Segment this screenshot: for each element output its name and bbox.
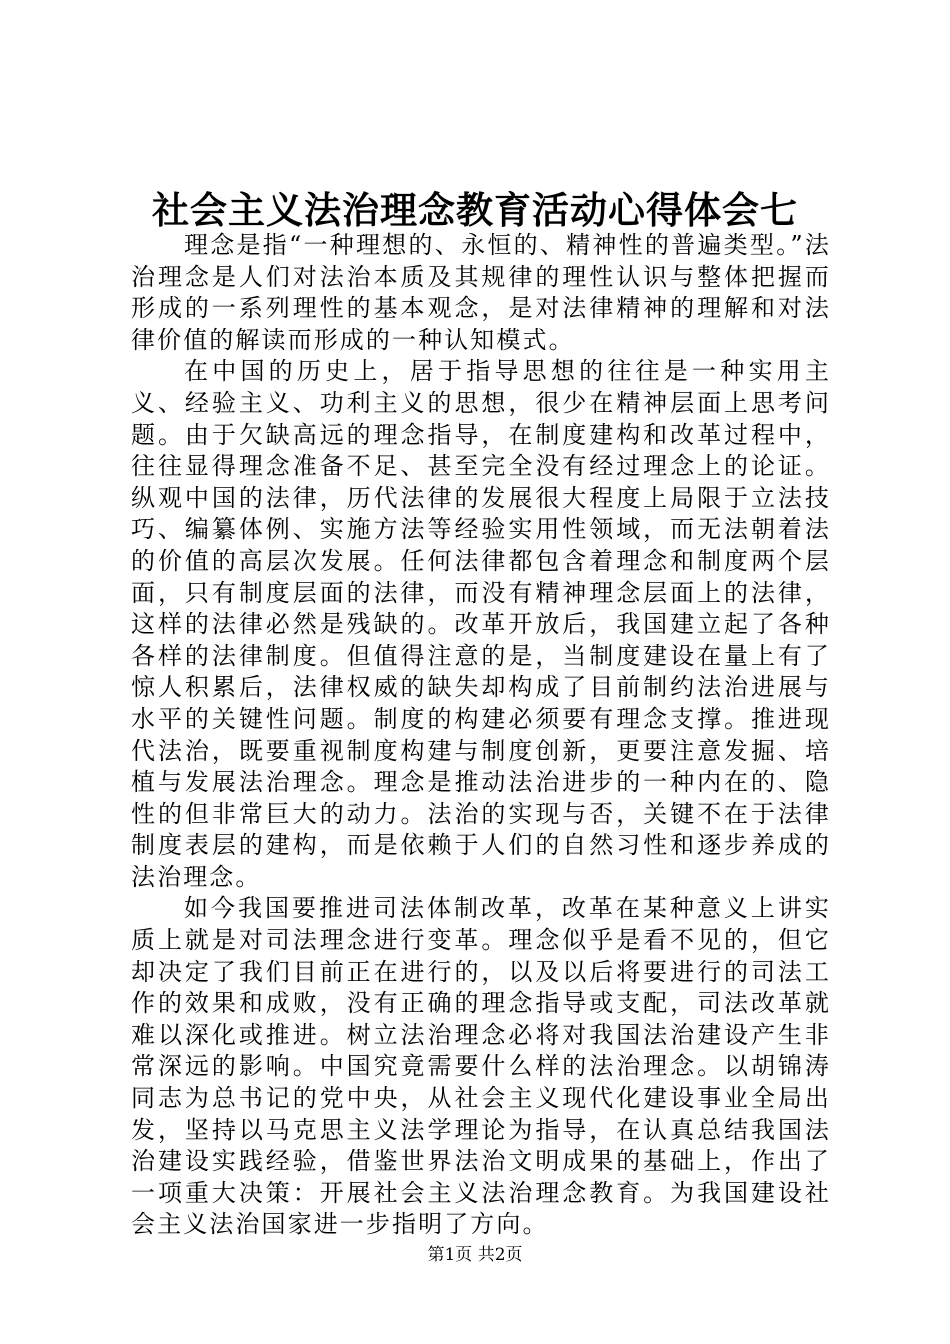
- page-footer: 第1页 共2页: [427, 1245, 523, 1265]
- document-title: 社会主义法治理念教育活动心得体会七: [152, 188, 798, 232]
- paragraph-1: 理念是指“一种理想的、永恒的、精神性的普遍类型。”法治理念是人们对法治本质及其规律的理性认识与整体把握而形成的一系列理性的基本观念，是对法律精神的理解和对法律价值的解读而形成的一种认知模式。: [131, 231, 831, 354]
- document-body: [131, 230, 831, 1241]
- paragraph-2: 在中国的历史上，居于指导思想的往往是一种实用主义、经验主义、功利主义的思想，很少在精神层面上思考问题。由于欠缺高远的理念指导，在制度建构和改革过程中，往往显得理念准备不足、甚至完全没有经过理念上的论证。纵观中国的法律，历代法律的发展很大程度上局限于立法技巧、编纂体例、实施方法等经验实用性领域，而无法朝着法的价值的高层次发展。任何法律都包含着理念和制度两个层面，只有制度层面的法律，而没有精神理念层面上的法律，这样的法律必然是残缺的。改革开放后，我国建立起了各种各样的法律制度。但值得注意的是，当制度建设在量上有了惊人积累后，法律权威的缺失却构成了目前制约法治进展与水平的关键性问题。制度的构建必须要有理念支撑。推进现代法治，既要重视制度构建与制度创新，更要注意发掘、培植与发展法治理念。理念是推动法治进步的一种内在的、隐性的但非常巨大的动力。法治的实现与否，关键不在于法律制度表层的建构，而是依赖于人们的自然习性和逐步养成的法治理念。: [131, 357, 831, 891]
- paragraph-3: 如今我国要推进司法体制改革，改革在某种意义上讲实质上就是对司法理念进行变革。理念似乎是看不见的，但它却决定了我们目前正在进行的，以及以后将要进行的司法工作的效果和成败，没有正确的理念指导或支配，司法改革就难以深化或推进。树立法治理念必将对我国法治建设产生非常深远的影响。中国究竟需要什么样的法治理念。以胡锦涛同志为总书记的党中央，从社会主义现代化建设事业全局出发，坚持以马克思主义法学理论为指导，在认真总结我国法治建设实践经验，借鉴世界法治文明成果的基础上，作出了一项重大决策：开展社会主义法治理念教育。为我国建设社会主义法治国家进一步指明了方向。: [131, 894, 831, 1239]
